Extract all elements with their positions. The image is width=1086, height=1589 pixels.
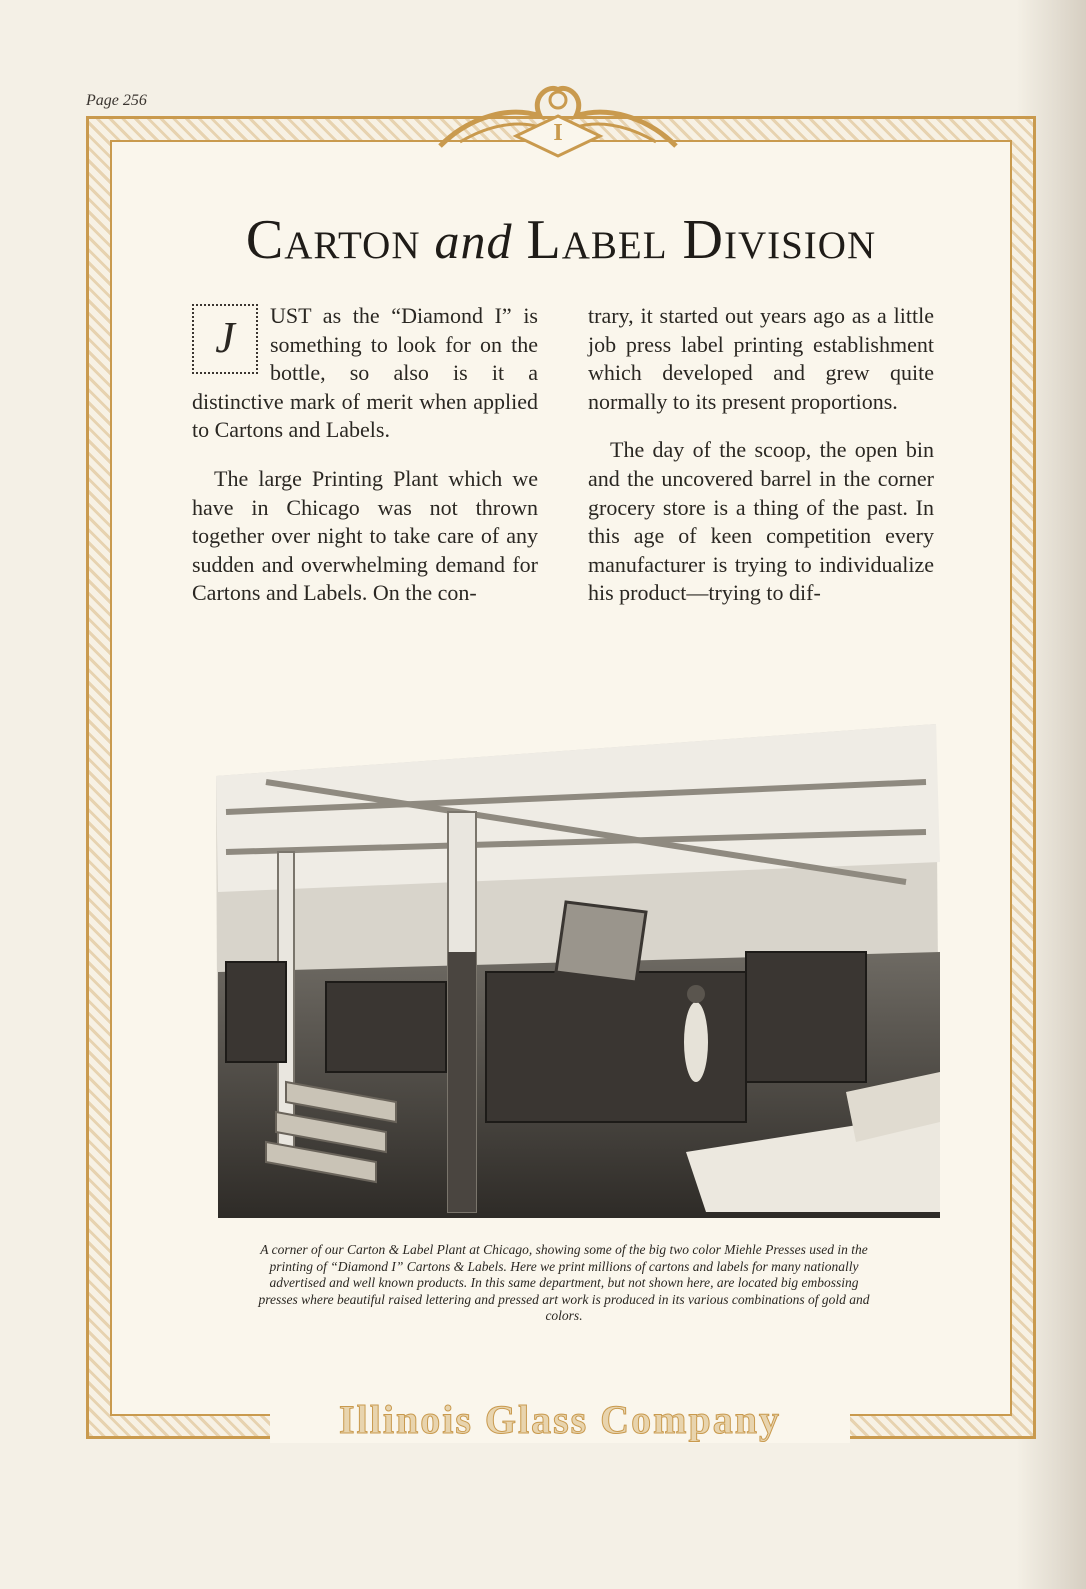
title-part-label-division: Label Division <box>526 209 877 271</box>
printing-plant-photo <box>206 722 940 1218</box>
left-text-column <box>192 302 538 628</box>
paragraph: trary, it started out years ago as a little job press label printing establishment which developed and grew quite normally to its present proportions. <box>588 303 934 414</box>
title-part-carton: Carton <box>245 209 421 271</box>
right-text-column <box>588 302 934 628</box>
company-name-footer: Illinois Glass Company <box>270 1396 850 1443</box>
page-number: Page 256 <box>86 92 147 109</box>
crest-letter: I <box>553 120 563 146</box>
title-connector: and <box>434 213 513 269</box>
diamond-crest-icon <box>430 76 686 160</box>
page-title <box>110 208 1012 272</box>
paragraph <box>192 302 538 445</box>
dropcap-frame <box>192 304 258 374</box>
paragraph: The large Printing Plant which we have in Chicago was not thrown together over night to take care of any sudden and overwhelming demand for Cartons and Labels. On the con- <box>192 465 538 606</box>
paragraph-text: UST as the “Diamond I” is something to look for on the bottle, so also is it a distinctive mark of merit when applied to Cartons and Labels. <box>192 303 538 443</box>
dropcap-letter: J <box>215 313 235 362</box>
crest-ornament <box>430 76 686 160</box>
photo-caption: A corner of our Carton & Label Plant at Chicago, showing some of the big two color Miehle Presses used in the printing of “Diamond I” Cartons & Labels. Here we print millions of cartons and labels for many nationally advertised and well known products. In this same department, but not shown here, are located big embossing presses where beautiful raised lettering and pressed art work is produced in its various combinations of gold and colors. <box>258 1242 870 1324</box>
paragraph: The day of the scoop, the open bin and the uncovered barrel in the corner grocery store is a thing of the past. In this age of keen competition every manufacturer is trying to individualize his product—trying to dif- <box>588 437 934 606</box>
photo-illustration <box>206 722 940 1218</box>
